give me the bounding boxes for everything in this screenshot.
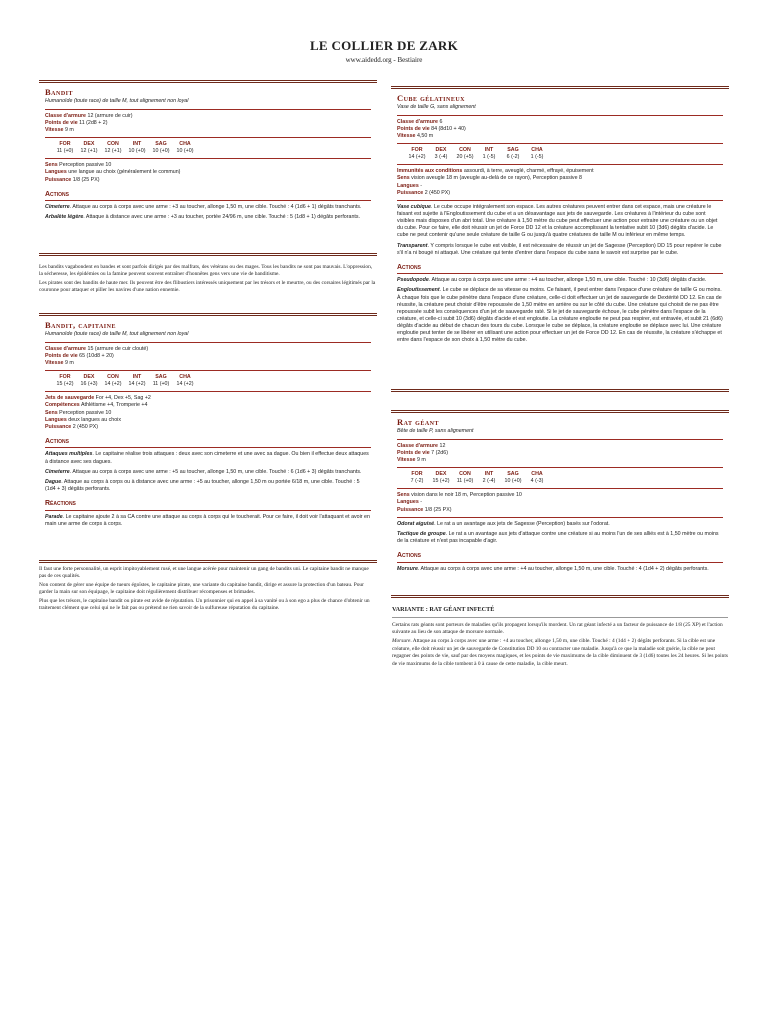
senses-value: vision dans le noir 18 m, Perception passive 10 — [411, 492, 522, 499]
action-entry: Cimeterre. Attaque au corps à corps avec une arme : +5 au toucher, allonge 1,50 m, une cible. Touché : 6 (1d6 + 3) dégâts tranchants. — [45, 468, 362, 475]
trait-entry: Vase cubique. Le cube occupe intégralement son espace. Les autres créatures peuvent entrer dans cet espace, mais une créature le faisant est sujette à l'Engloutissement du cube et a un désavantage aux jets de sauvegarde. Les créatures à l'intérieur du cube sont visibles mais disposes d'un abri total. Une créature à 1,50 mètre du cube peut effectuer une action pour extraire une créature ou un objet du cube. Pour ce faire, elle doit réussir un jet de Force DD 12 et la créature accomplissant la tentative subit 10 (3d6) dégâts d'acide. Le cube ne peut contenir qu'une seule créature de taille G ou jusqu'à quatre créatures de taille M ou inférieur en même temps. — [397, 203, 718, 239]
action-entry: Pseudopode. Attaque au corps à corps avec une arme : +4 au toucher, allonge 1,50 m, une cible. Touché : 10 (3d6) dégâts d'acide. — [397, 277, 707, 284]
languages-value: - — [420, 182, 423, 189]
monster-name: Bandit, capitaine — [45, 320, 116, 330]
stat-header: INT — [132, 374, 142, 381]
stat-header: FOR — [59, 141, 71, 148]
speed-value: 9 m — [64, 126, 74, 133]
stat-value: 1 (-5) — [482, 154, 496, 161]
page-title: LE COLLIER DE ZARK — [309, 38, 459, 53]
hp-value: 11 (2d8 + 2) — [79, 119, 108, 126]
monster-name: Rat géant — [397, 417, 439, 427]
senses-label: Sens — [45, 162, 58, 169]
hp-label: Points de vie — [397, 449, 430, 456]
trait-entry: Odorat aiguisé. Le rat a un avantage aux jets de Sagesse (Perception) basés sur l'odorat. — [397, 520, 610, 527]
stat-header: INT — [484, 147, 494, 154]
hp-label: Points de vie — [45, 352, 78, 359]
senses-value: Perception passive 10 — [59, 162, 112, 169]
lore-paragraph: Plus que les trésors, le capitaine bandit ou pirate est avide de réputation. Un prisonnier qui en appel à sa vanité ou à son ego a plus de chance d'obtenir un traitement clément que celui qui ne le fait pas ou prétend ne rien savoir de la sulfureuse réputation du capitaine. — [39, 597, 370, 612]
action-entry: Attaques multiples. Le capitaine réalise trois attaques : deux avec son cimeterre et une avec sa dague. Ou bien il effectue deux attaques à distance avec ses dagues. — [45, 451, 369, 465]
stat-value: 15 (+2) — [56, 381, 74, 388]
hp-value: 7 (2d6) — [431, 449, 448, 456]
stat-value: 10 (+0) — [128, 148, 146, 155]
ac-value: 6 — [439, 118, 443, 125]
stat-value: 12 (+1) — [104, 148, 122, 155]
ability-scores — [53, 374, 371, 388]
stat-value: 16 (+3) — [80, 381, 98, 388]
ac-label: Classe d'armure — [397, 442, 439, 449]
power-label: Puissance — [45, 176, 72, 183]
power-value: 2 (450 PX) — [424, 189, 451, 196]
languages-label: Langues — [397, 499, 419, 506]
divider — [397, 200, 723, 201]
stat-value: 14 (+2) — [176, 381, 194, 388]
actions-heading: Actions — [45, 437, 371, 448]
power-value: 1/8 (25 PX) — [72, 176, 100, 183]
actions-heading: Actions — [397, 263, 723, 274]
stat-header: SAG — [507, 471, 519, 478]
page-subtitle: www.aidedd.org - Bestiaire — [345, 56, 423, 64]
captain-lore — [39, 566, 377, 614]
stat-value: 14 (+2) — [408, 154, 426, 161]
monster-type: Bête de taille P, sans alignement — [397, 428, 474, 435]
stat-header: CON — [459, 471, 471, 478]
stat-value: 6 (-2) — [506, 154, 520, 161]
stat-header: CHA — [179, 374, 191, 381]
speed-value: 9 m — [416, 456, 426, 463]
monster-type: Vase de taille G, sans alignement — [397, 104, 476, 111]
ac-value: 12 — [439, 442, 446, 449]
senses-value: Perception passive 10 — [59, 409, 112, 416]
stat-header: SAG — [507, 147, 519, 154]
monster-type: Humanoïde (toute race) de taille M, tout alignement non loyal — [45, 331, 189, 338]
stat-header: CHA — [531, 147, 543, 154]
trait-entry: Tactique de groupe. Le rat a un avantage aux jets d'attaque contre une créature si au moins l'un de ses alliés est à 1,50 mètre ou moins de la créature et n'est pas incapable d'agir. — [397, 530, 719, 545]
senses-label: Sens — [397, 492, 410, 499]
power-label: Puissance — [397, 189, 424, 196]
senses-label: Sens — [397, 175, 410, 182]
saves-label: Jets de sauvegarde — [45, 395, 95, 402]
stat-value: 2 (-4) — [482, 478, 496, 485]
ability-scores — [405, 147, 723, 161]
power-value: 2 (450 PX) — [72, 423, 99, 430]
skills-label: Compétences — [45, 402, 80, 409]
stat-header: DEX — [83, 374, 95, 381]
stat-value: 20 (+5) — [456, 154, 474, 161]
stat-value: 3 (-4) — [434, 154, 448, 161]
lore-paragraph: Non content de gérer une équipe de tueurs égoïstes, le capitaine pirate, une variante du capitaine bandit, dirige et assure la protection d'un bateau. Pour garder la main sur son équipage, le capitaine doit régulièrement distribuer récompenses et brimades. — [39, 581, 364, 596]
languages-label: Langues — [45, 416, 67, 423]
stat-header: CON — [107, 374, 119, 381]
action-entry: Cimeterre. Attaque au corps à corps avec une arme : +3 au toucher, allonge 1,50 m, une cible. Touché : 4 (1d6 + 1) dégâts tranchants. — [45, 204, 362, 211]
senses-label: Sens — [45, 409, 58, 416]
languages-label: Langues — [397, 182, 419, 189]
reaction-entry: Parade. Le capitaine ajoute 2 à sa CA contre une attaque au corps à corps qui le toucherait. Pour ce faire, il doit voir l'attaquant et avoir en main une arme de corps à corps. — [45, 513, 370, 527]
actions-heading: Actions — [397, 551, 723, 562]
stat-value: 11 (+0) — [56, 148, 74, 155]
hp-value: 84 (8d10 + 40) — [431, 125, 466, 132]
hp-label: Points de vie — [397, 125, 430, 132]
stat-value: 1 (-5) — [530, 154, 544, 161]
divider — [45, 342, 371, 343]
stat-value: 10 (+0) — [504, 478, 522, 485]
lore-paragraph: Les bandits vagabondent en bandes et sont parfois dirigés par des malfrats, des vétérans ou des mages. Tous les bandits ne sont pas mauvais. L'oppression, la sécheresse, les épidémies ou la famine peuvent souvent entraîner d'honnêtes gens vers une vie de banditisme. — [39, 264, 373, 278]
stat-header: FOR — [59, 374, 71, 381]
ac-label: Classe d'armure — [45, 112, 87, 119]
monster-type: Humanoïde (toute race) de taille M, tout alignement non loyal — [45, 98, 189, 105]
reactions-heading: Réactions — [45, 499, 371, 510]
stat-value: 11 (+0) — [152, 381, 170, 388]
stat-header: CHA — [531, 471, 543, 478]
stat-header: SAG — [155, 141, 167, 148]
power-value: 1/8 (25 PX) — [424, 506, 452, 513]
statblock-bandit-captain — [39, 313, 377, 563]
stat-header: DEX — [435, 471, 447, 478]
stat-header: DEX — [435, 147, 447, 154]
lore-paragraph: Les pirates sont des bandits de haute mer. Ils peuvent être des flibustiers intéressés uniquement par les trésors et le meurtre, ou des corsaires légitimés par la couronne pour attaquer et piller les navires d'une nation ennemie. — [39, 279, 376, 294]
ac-label: Classe d'armure — [397, 118, 439, 125]
action-entry: Morsure. Attaque au corps à corps avec une arme : +4 au toucher, allonge 1,50 m, une cible. Touché : 4 (1d4 + 2) dégâts perforants. — [397, 565, 709, 572]
speed-label: Vitesse — [45, 126, 64, 133]
stat-header: INT — [484, 471, 494, 478]
ac-value: 12 (armure de cuir) — [87, 112, 133, 119]
saves-value: For +4, Dex +5, Sag +2 — [95, 395, 151, 402]
stat-value: 4 (-3) — [530, 478, 544, 485]
divider — [45, 370, 371, 371]
action-entry: Arbalète légère. Attaque à distance avec une arme : +3 au toucher, portée 24/96 m, une cible. Touché : 5 (1d8 + 1) dégâts perforants. — [45, 214, 360, 221]
ac-value: 15 (armure de cuir clouté) — [87, 345, 149, 352]
stat-value: 10 (+0) — [176, 148, 194, 155]
speed-value: 4,50 m — [416, 132, 434, 139]
stat-header: CON — [107, 141, 119, 148]
speed-label: Vitesse — [397, 456, 416, 463]
divider — [397, 517, 723, 518]
action-entry: Dague. Attaque au corps à corps ou à distance avec une arme : +5 au toucher, allonge 1,50 m ou portée 6/18 m, une cible. Touché : 5 (1d4 + 3) dégâts perforants. — [45, 478, 360, 493]
power-label: Puissance — [45, 423, 72, 430]
ability-scores — [53, 141, 371, 155]
senses-value: vision aveugle 18 m (aveugle au-delà de ce rayon), Perception passive 8 — [411, 175, 582, 182]
languages-value: une langue au choix (généralement le commun) — [68, 169, 181, 176]
speed-label: Vitesse — [45, 359, 64, 366]
stat-header: DEX — [83, 141, 95, 148]
speed-label: Vitesse — [397, 132, 416, 139]
actions-heading: Actions — [45, 190, 371, 201]
divider — [397, 467, 723, 468]
variant-box — [392, 606, 728, 670]
lore-paragraph: Il faut une forte personnalité, un esprit impitoyablement rusé, et une langue acérée pour maintenir un gang de bandits uni. Le capitaine bandit ne manque pas de ces qualités. — [39, 566, 369, 580]
monster-name: Bandit — [45, 87, 74, 97]
skills-value: Athlétisme +4, Tromperie +4 — [80, 402, 148, 409]
speed-value: 9 m — [64, 359, 74, 366]
stat-header: FOR — [411, 147, 423, 154]
statblock-bandit — [39, 80, 377, 256]
immunities-value: assourdi, à terre, aveuglé, charmé, effrayé, épuisement — [463, 168, 594, 175]
stat-value: 7 (-2) — [410, 478, 424, 485]
divider — [397, 439, 723, 440]
divider — [397, 164, 723, 165]
stat-header: SAG — [155, 374, 167, 381]
variant-title: VARIANTE : RAT GÉANT INFECTÉ — [392, 606, 728, 618]
statblock-gelatinous-cube — [391, 86, 729, 392]
trait-entry: Transparent. Y compris lorsque le cube est visible, il est nécessaire de réussir un jet de Sagesse (Perception) DD 15 pour repérer le cube s'il n'a ni bougé ni attaqué. Une créature qui tente d'entrer dans l'espace du cube sans le savoir est surprise par le cube. — [397, 242, 722, 256]
immunities-label: Immunités aux conditions — [397, 168, 463, 175]
divider — [397, 115, 723, 116]
monster-name: Cube gélatineux — [397, 93, 465, 103]
hp-value: 65 (10d8 + 20) — [79, 352, 114, 359]
stat-value: 12 (+1) — [80, 148, 98, 155]
stat-value: 14 (+2) — [128, 381, 146, 388]
stat-value: 14 (+2) — [104, 381, 122, 388]
divider — [397, 488, 723, 489]
power-label: Puissance — [397, 506, 424, 513]
variant-intro: Certains rats géants sont porteurs de maladies qu'ils propagent lorsqu'ils mordent. Un rat géant infecté a un facteur de puissance de 1/8 (25 XP) et l'action suivante au lieu de son attaque de morsure normale. — [392, 621, 723, 635]
divider — [45, 391, 371, 392]
ability-scores — [405, 471, 723, 485]
divider — [45, 137, 371, 138]
languages-label: Langues — [45, 169, 67, 176]
variant-attack: Morsure. Attaque au corps à corps avec une arme : +4 au toucher, allonge 1,50 m, une cible. Touché : 4 (1d4 + 2) dégâts perforants. Si la cible est une créature, elle doit réussir un jet de sauvegarde de Constitution DD 10 ou contracter une maladie. Jusqu'à ce que la maladie soit guérie, la cible ne peut regagner des points de vie, sauf par des moyens magiques, et les points de vie maximums de la cible diminuent de 3 (1d6) toutes les 24 heures. Si les points de vie maximums de la cible tombent à 0 à cause de cette maladie, la cible meurt. — [392, 638, 728, 667]
stat-header: CHA — [179, 141, 191, 148]
hp-label: Points de vie — [45, 119, 78, 126]
stat-value: 11 (+0) — [456, 478, 474, 485]
stat-value: 10 (+0) — [152, 148, 170, 155]
divider — [45, 109, 371, 110]
ac-label: Classe d'armure — [45, 345, 87, 352]
action-entry: Engloutissement. Le cube se déplace de sa vitesse ou moins. Ce faisant, il peut entrer dans l'espace d'une créature de taille G ou moins. À chaque fois que le cube pénètre dans l'espace d'une créature, celle-ci doit effectuer un jet de sauvegarde de Dextérité DD 12. En cas de réussite, la créature peut choisir d'être repoussée de 1,50 mètre en arrière ou sur le côté du cube. Une créature qui choisit de ne pas être repoussée subit les conséquences d'un jet de sauvegarde raté. Si le jet de sauvegarde échoue, le cube pénètre dans l'espace de la créature, et celle-ci subit 10 (3d6) dégâts d'acide et est engloutie. La créature engloutie ne peut pas respirer, est entravée, et subit 21 (6d6) dégâts d'acide au début de chacun des tours du cube. Lorsque le cube se déplace, la créature engloutie se déplace avec lui. Une créature engloutie peut tenter de se libérer en utilisant une action pour effectuer un jet de Force DD 12. En cas de réussite, la créature s'échappe et entre dans l'espace de son choix à 1,50 mètre du cube. — [397, 287, 723, 344]
stat-value: 15 (+2) — [432, 478, 450, 485]
languages-value: - — [420, 499, 423, 506]
divider — [45, 158, 371, 159]
stat-header: INT — [132, 141, 142, 148]
bandit-lore — [39, 264, 377, 296]
divider — [397, 143, 723, 144]
languages-value: deux langues au choix — [68, 416, 121, 423]
statblock-giant-rat — [391, 410, 729, 598]
stat-header: CON — [459, 147, 471, 154]
stat-header: FOR — [411, 471, 423, 478]
